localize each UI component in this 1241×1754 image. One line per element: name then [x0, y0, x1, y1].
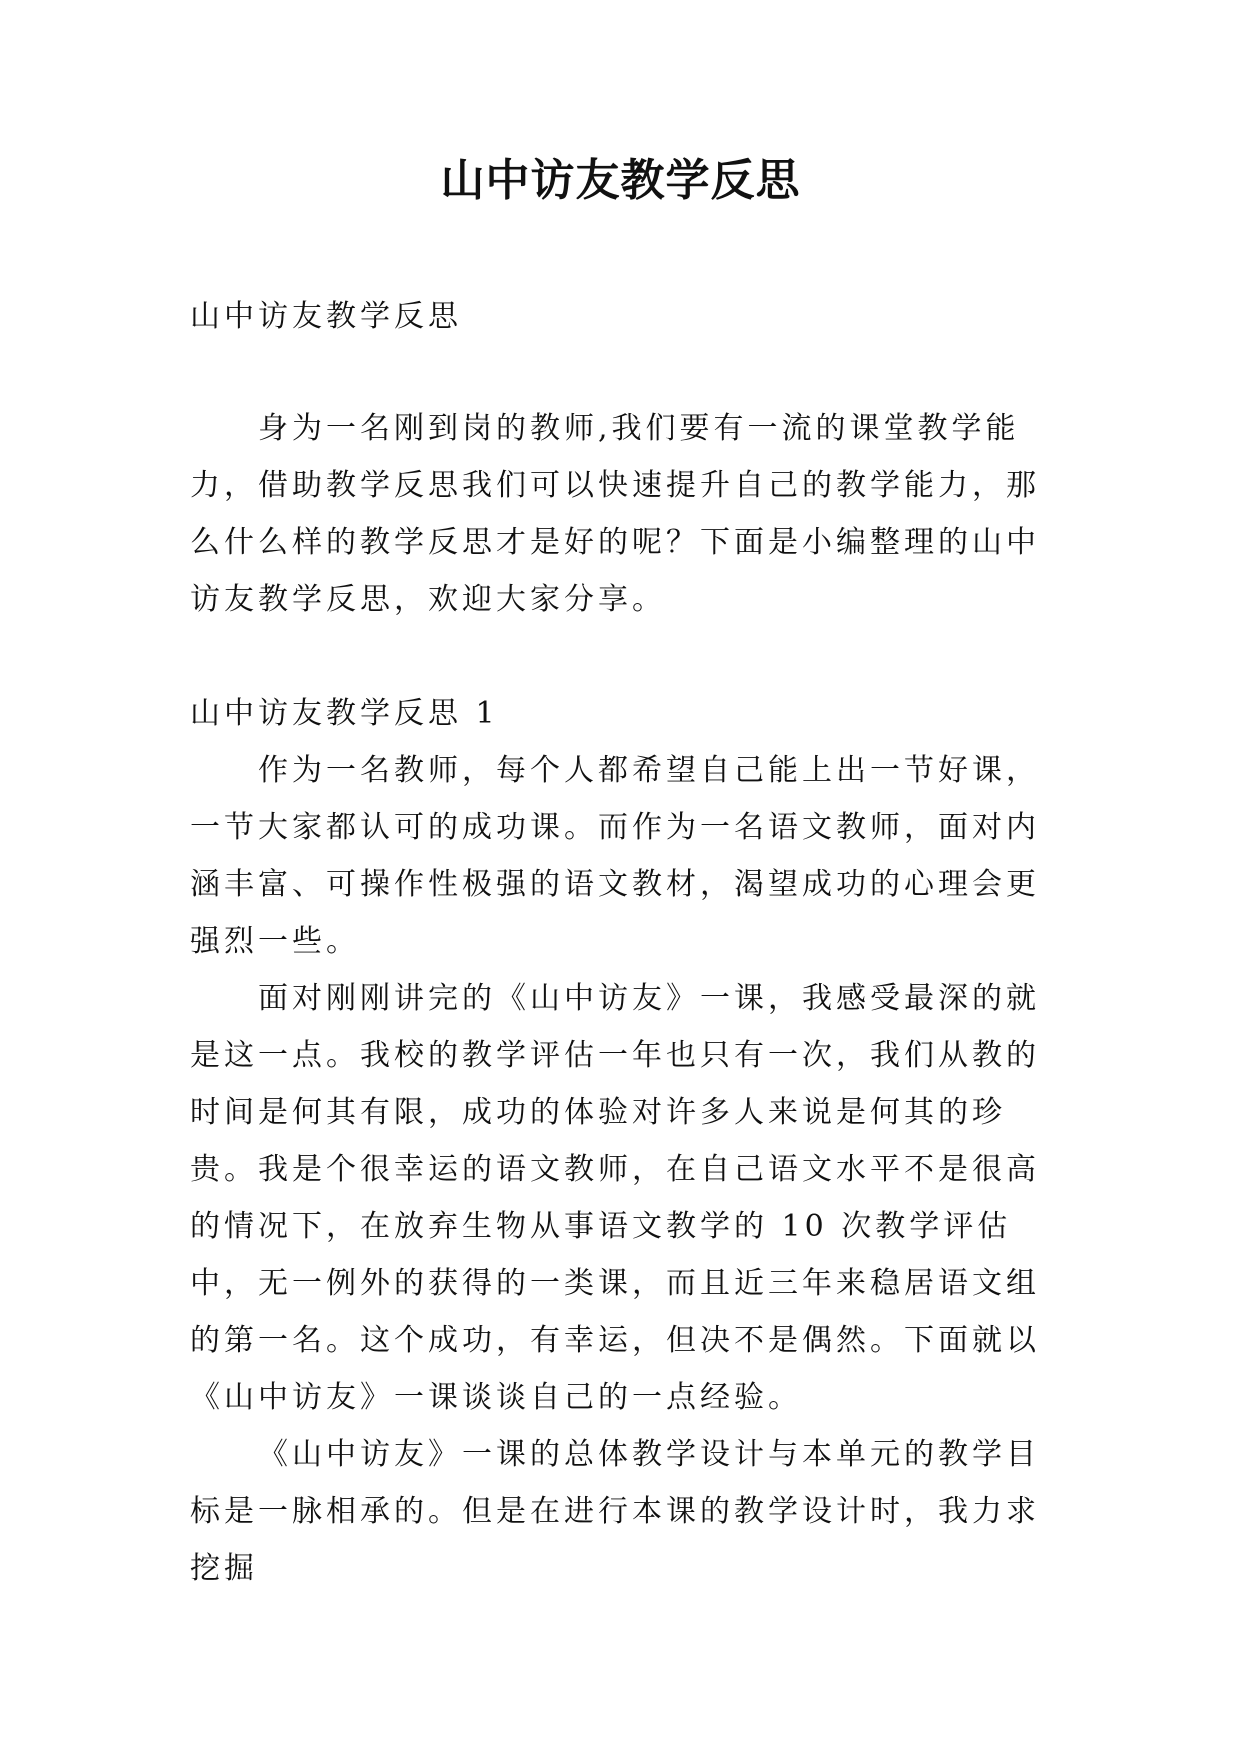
body-paragraph-2: 面对刚刚讲完的《山中访友》一课，我感受最深的就是这一点。我校的教学评估一年也只有一次，我们从教的时间是何其有限，成功的体验对许多人来说是何其的珍贵。我是个很幸运的语文教师，在自己语文水平不是很高的情况下，在放弃生物从事语文教学的 10 次教学评估中，无一例外的获得的一类课，而且近三年来稳居语文组的第一名。这个成功，有幸运，但决不是偶然。下面就以《山中访友》一课谈谈自己的一点经验。 — [190, 981, 1040, 1415]
body-paragraph-1: 作为一名教师，每个人都希望自己能上出一节好课，一节大家都认可的成功课。而作为一名语文教师，面对内涵丰富、可操作性极强的语文教材，渴望成功的心理会更强烈一些。 — [190, 753, 1040, 959]
section-1 — [190, 685, 1050, 1597]
body-paragraph-3: 《山中访友》一课的总体教学设计与本单元的教学目标是一脉相承的。但是在进行本课的教学设计时，我力求挖掘 — [190, 1437, 1040, 1586]
document-subtitle: 山中访友教学反思 — [190, 299, 462, 334]
intro-paragraph: 身为一名刚到岗的教师,我们要有一流的课堂教学能力，借助教学反思我们可以快速提升自己的教学能力，那么什么样的教学反思才是好的呢？下面是小编整理的山中访友教学反思，欢迎大家分享。 — [190, 411, 1040, 617]
section-heading: 山中访友教学反思 1 — [190, 696, 499, 731]
document-title: 山中访友教学反思 — [440, 155, 801, 206]
